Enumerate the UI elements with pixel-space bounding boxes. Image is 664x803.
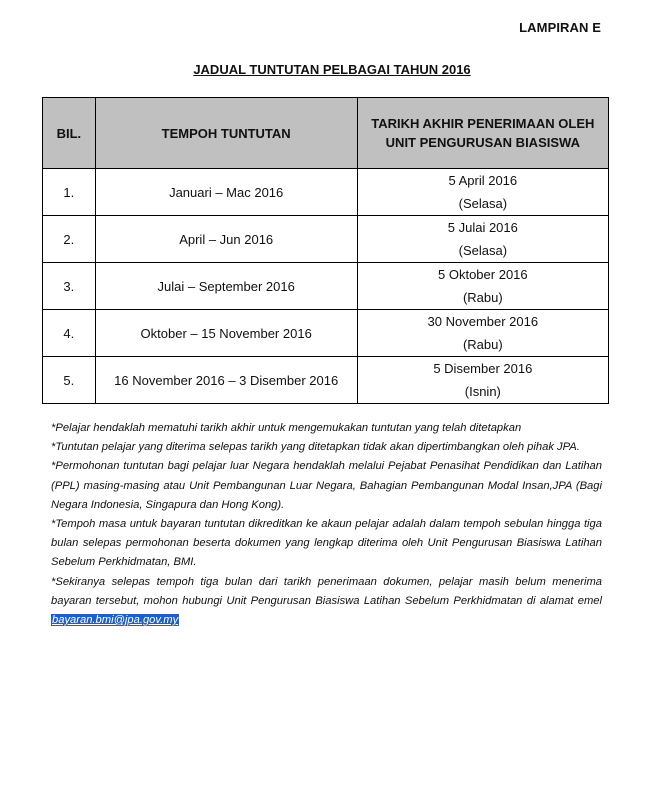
deadline-date: 30 November 2016 (427, 314, 539, 329)
table-row (43, 216, 609, 263)
deadline-day: (Selasa) (458, 243, 508, 258)
table-header-row (43, 98, 609, 169)
cell-period: Januari – Mac 2016 (95, 169, 357, 216)
cell-period: Oktober – 15 November 2016 (95, 310, 357, 357)
header-bil: BIL. (43, 98, 96, 169)
cell-period: 16 November 2016 – 3 Disember 2016 (95, 357, 357, 404)
cell-bil: 1. (43, 169, 96, 216)
table-row (43, 169, 609, 216)
note-contact-text: *Sekiranya selepas tempoh tiga bulan dari tarikh penerimaan dokumen, pelajar masih belum menerima bayaran tersebut, mohon hubungi Unit Pengurusan Biasiswa Latihan Sebelum Perkhidmatan di alamat emel (51, 575, 602, 607)
note-contact (51, 573, 602, 631)
cell-bil: 3. (43, 263, 96, 310)
note-payment-period: *Tempoh masa untuk bayaran tuntutan dikreditkan ke akaun pelajar adalah dalam tempoh sebulan hingga tiga bulan selepas permohonan beserta dokumen yang lengkap diterima oleh Unit Pengurusan Biasiswa Latihan Sebelum Perkhidmatan, BMI. (51, 518, 602, 569)
table-row (43, 357, 609, 404)
table-row (43, 310, 609, 357)
cell-period: Julai – September 2016 (95, 263, 357, 310)
annex-label: LAMPIRAN E (519, 20, 601, 35)
note-late-claims: *Tuntutan pelajar yang diterima selepas tarikh yang ditetapkan tidak akan dipertimbangkan oleh pihak JPA. (51, 441, 580, 454)
deadline-date: 5 April 2016 (448, 173, 518, 188)
cell-bil: 5. (43, 357, 96, 404)
cell-bil: 4. (43, 310, 96, 357)
header-period: TEMPOH TUNTUTAN (95, 98, 357, 169)
deadline-day: (Selasa) (458, 196, 508, 211)
deadline-date: 5 Julai 2016 (447, 220, 518, 235)
cell-deadline (357, 169, 608, 216)
table-row (43, 263, 609, 310)
cell-deadline (357, 357, 608, 404)
deadline-date: 5 Disember 2016 (433, 361, 533, 376)
note-overseas-students: *Permohonan tuntutan bagi pelajar luar Negara hendaklah melalui Pejabat Penasihat Pendidikan dan Latihan (PPL) masing-masing atau Unit Pembangunan Luar Negara, Bahagian Pembangunan Modal Insan,JPA (Bagi Negara Indonesia, Singapura dan Hong Kong). (51, 460, 602, 511)
email-link[interactable]: bayaran.bmi@jpa.gov.my (52, 614, 179, 627)
deadline-day: (Rabu) (462, 290, 503, 305)
deadline-day: (Isnin) (464, 384, 501, 399)
cell-deadline (357, 216, 608, 263)
cell-period: April – Jun 2016 (95, 216, 357, 263)
cell-deadline (357, 263, 608, 310)
cell-bil: 2. (43, 216, 96, 263)
claims-schedule-table (42, 97, 609, 404)
document-title: JADUAL TUNTUTAN PELBAGAI TAHUN 2016 (193, 62, 471, 77)
header-deadline: TARIKH AKHIR PENERIMAAN OLEH UNIT PENGURUSAN BIASISWA (357, 98, 608, 169)
note-deadline-compliance: *Pelajar hendaklah mematuhi tarikh akhir untuk mengemukakan tuntutan yang telah ditetapkan (51, 422, 522, 434)
cell-deadline (357, 310, 608, 357)
deadline-date: 5 Oktober 2016 (438, 267, 528, 282)
deadline-day: (Rabu) (462, 337, 503, 352)
notes-section (51, 419, 602, 630)
